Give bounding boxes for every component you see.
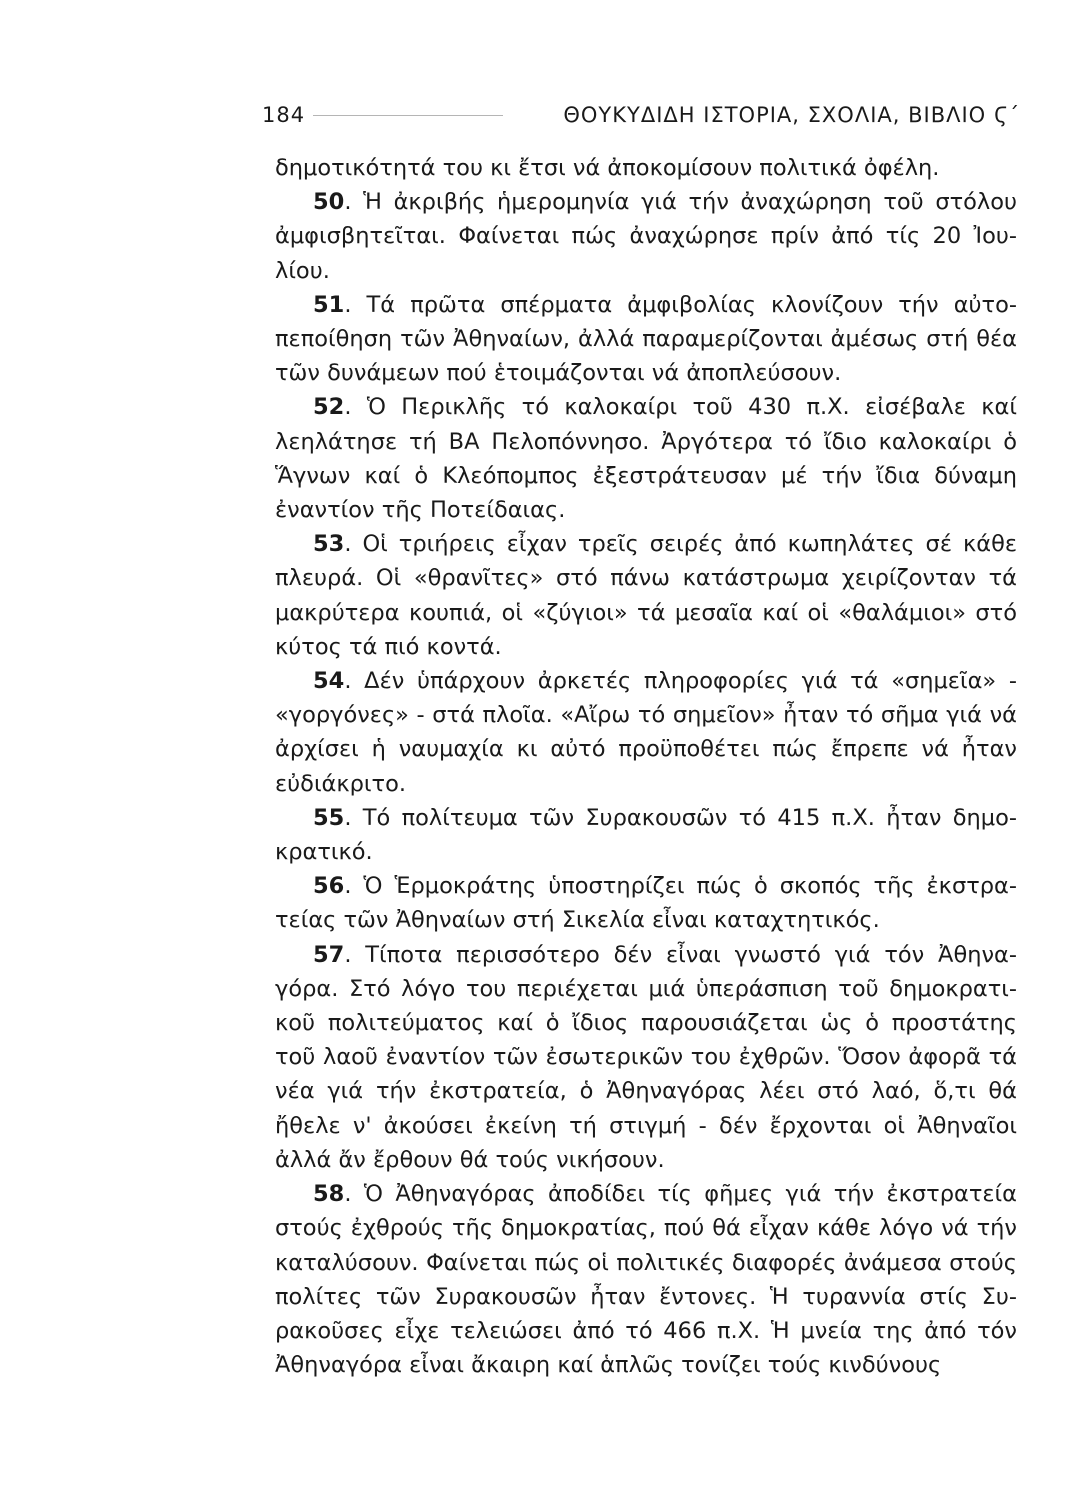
note-number: 53	[313, 531, 345, 558]
note-55	[275, 801, 1017, 869]
note-text: . Τό πολίτευμα τῶν Συρακουσῶν τό 415 π.Χ. ἦταν δημοκρατικό.	[275, 804, 1017, 866]
continuation-paragraph: δημοτικότητά του κι ἔτσι νά ἀποκομίσουν πολιτικά ὀφέλη.	[275, 155, 940, 181]
note-number: 57	[313, 941, 345, 968]
note-number: 50	[313, 189, 345, 216]
note-number: 51	[313, 291, 345, 318]
note-51	[275, 288, 1017, 391]
running-title: ΘΟΥΚΥΔΙΔΗ ΙΣΤΟΡΙΑ, ΣΧΟΛΙΑ, ΒΙΒΛΙΟ Ϛ΄	[563, 103, 1020, 127]
note-58	[275, 1177, 1017, 1382]
note-53	[275, 527, 1017, 664]
note-text: . Ὁ Περικλῆς τό καλοκαίρι τοῦ 430 π.Χ. εἰσέβαλε καί λεηλάτησε τή ΒΑ Πελοπόννησο. Ἀργότερα τό ἴδιο καλοκαίρι ὁ Ἅγνων καί ὁ Κλεόπομπος ἐξεστράτευσαν μέ τήν ἴδια δύναμη ἐναντίον τῆς Ποτείδαιας.	[275, 394, 1017, 524]
notes-body	[275, 151, 1017, 1382]
note-56	[275, 869, 1017, 937]
note-52	[275, 390, 1017, 527]
header-rule	[313, 115, 503, 116]
note-number: 55	[313, 804, 345, 831]
note-57	[275, 938, 1017, 1177]
note-text: . Ἡ ἀκριβής ἡμερομηνία γιά τήν ἀναχώρηση τοῦ στόλου ἀμφισβητεῖται. Φαίνεται πώς ἀναχώρησε πρίν ἀπό τίς 20 Ἰουλίου.	[275, 189, 1017, 284]
running-header	[262, 100, 1020, 130]
note-54	[275, 664, 1017, 801]
page-number: 184	[262, 103, 306, 127]
note-text: . Τίποτα περισσότερο δέν εἶναι γνωστό γιά τόν Ἀθηναγόρα. Στό λόγο του περιέχεται μιά ὑπεράσπιση τοῦ δημοκρατικοῦ πολιτεύματος καί ὁ ἴδιος παρουσιάζεται ὡς ὁ προστάτης τοῦ λαοῦ ἐναντίον τῶν ἐσωτερικῶν του ἐχθρῶν. Ὅσον ἀφορᾶ τά νέα γιά τήν ἐκστρατεία, ὁ Ἀθηναγόρας λέει στό λαό, ὅ,τι θά ἤθελε ν' ἀκούσει ἐκείνη τή στιγμή - δέν ἔρχονται οἱ Ἀθηναῖοι ἀλλά ἄν ἔρθουν θά τούς νικήσουν.	[275, 941, 1017, 1173]
note-number: 58	[313, 1181, 345, 1208]
note-50	[275, 185, 1017, 288]
note-number: 56	[313, 873, 345, 900]
note-text: . Ὁ Ἑρμοκράτης ὑποστηρίζει πώς ὁ σκοπός τῆς ἐκστρατείας τῶν Ἀθηναίων στή Σικελία εἶναι καταχτητικός.	[275, 873, 1017, 934]
note-text: . Οἱ τριήρεις εἶχαν τρεῖς σειρές ἀπό κωπηλάτες σέ κάθε πλευρά. Οἱ «θρανῖτες» στό πάνω κατάστρωμα χειρίζονταν τά μακρύτερα κουπιά, οἱ «ζύγιοι» τά μεσαῖα καί οἱ «θαλάμιοι» στό κύτος τά πιό κοντά.	[275, 531, 1017, 660]
note-text: . Δέν ὑπάρχουν ἀρκετές πληροφορίες γιά τά «σημεῖα» - «γοργόνες» - στά πλοῖα. «Αἴρω τό σημεῖον» ἦταν τό σῆμα γιά νά ἀρχίσει ἡ ναυμαχία κι αὐτό προϋποθέτει πώς ἔπρεπε νά ἦταν εὐδιάκριτο.	[275, 668, 1017, 797]
note-number: 52	[313, 394, 345, 421]
note-text: . Τά πρῶτα σπέρματα ἀμφιβολίας κλονίζουν τήν αὐτοπεποίθηση τῶν Ἀθηναίων, ἀλλά παραμερίζονται ἀμέσως στή θέα τῶν δυνάμεων πού ἑτοιμάζονται νά ἀποπλεύσουν.	[275, 291, 1017, 387]
note-text: . Ὁ Ἀθηναγόρας ἀποδίδει τίς φῆμες γιά τήν ἐκστρατεία στούς ἐχθρούς τῆς δημοκρατίας, πού θά εἶχαν κάθε λόγο νά τήν καταλύσουν. Φαίνεται πώς οἱ πολιτικές διαφορές ἀνάμεσα στούς πολίτες τῶν Συρακουσῶν ἦταν ἔντονες. Ἡ τυραννία στίς Συρακοῦσες εἶχε τελειώσει ἀπό τό 466 π.Χ. Ἡ μνεία της ἀπό τόν Ἀθηναγόρα εἶναι ἄκαιρη καί ἁπλῶς τονίζει τούς κινδύνους	[275, 1181, 1017, 1379]
note-number: 54	[313, 668, 345, 695]
